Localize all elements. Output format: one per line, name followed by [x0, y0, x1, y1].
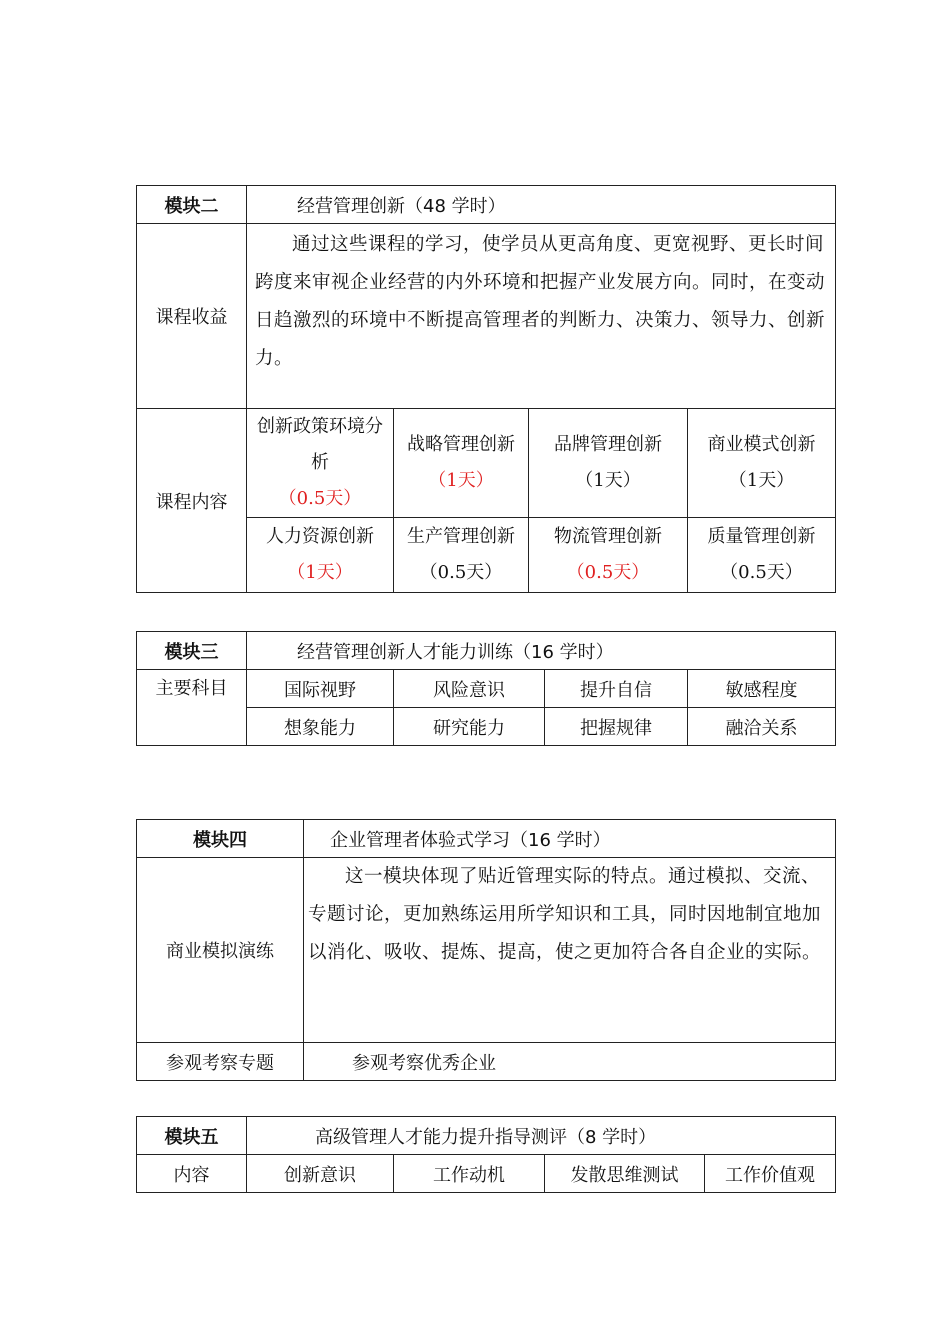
module3-table	[136, 631, 836, 746]
module3-title: 经营管理创新人才能力训练（16 学时）	[247, 632, 836, 670]
course-name: 战略管理创新	[407, 434, 515, 455]
course-cell	[688, 518, 836, 593]
item-cell: 工作价值观	[705, 1155, 836, 1193]
course-duration: （1天）	[428, 470, 494, 491]
module4-label: 模块四	[137, 820, 304, 858]
module2-title: 经营管理创新（48 学时）	[247, 186, 836, 224]
benefit-label: 课程收益	[137, 224, 247, 409]
subject-cell: 把握规律	[545, 708, 688, 746]
course-duration: （0.5天）	[419, 562, 503, 583]
item-cell: 创新意识	[247, 1155, 394, 1193]
course-duration: （0.5天）	[566, 562, 650, 583]
course-cell	[247, 518, 394, 593]
module3-label: 模块三	[137, 632, 247, 670]
visit-label: 参观考察专题	[137, 1043, 304, 1081]
course-name: 品牌管理创新	[554, 434, 662, 455]
course-cell	[529, 518, 688, 593]
subject-cell: 敏感程度	[688, 670, 836, 708]
subject-cell: 提升自信	[545, 670, 688, 708]
subject-cell: 研究能力	[394, 708, 545, 746]
module2-label: 模块二	[137, 186, 247, 224]
course-cell	[394, 518, 529, 593]
course-name: 商业模式创新	[707, 434, 816, 455]
course-duration: （0.5天）	[720, 562, 803, 583]
course-duration: （1天）	[575, 470, 641, 491]
item-cell: 工作动机	[394, 1155, 545, 1193]
benefit-text: 通过这些课程的学习，使学员从更高角度、更宽视野、更长时间跨度来审视企业经营的内外环境和把握产业发展方向。同时，在变动日趋激烈的环境中不断提高管理者的判断力、决策力、领导力、创新力。	[255, 234, 826, 369]
course-cell	[529, 409, 688, 518]
course-name: 物流管理创新	[554, 526, 662, 547]
course-name: 人力资源创新	[266, 526, 374, 547]
subjects-label: 主要科目	[137, 670, 247, 746]
module4-title: 企业管理者体验式学习（16 学时）	[304, 820, 836, 858]
course-duration: （1天）	[287, 562, 353, 583]
module5-title: 高级管理人才能力提升指导测评（8 学时）	[247, 1117, 836, 1155]
module5-table	[136, 1116, 836, 1193]
simulation-label: 商业模拟演练	[137, 858, 304, 1043]
course-cell	[688, 409, 836, 518]
item-cell: 发散思维测试	[545, 1155, 705, 1193]
course-cell	[247, 409, 394, 518]
module2-table	[136, 185, 836, 593]
subject-cell: 想象能力	[247, 708, 394, 746]
module4-table	[136, 819, 836, 1081]
module5-content-label: 内容	[137, 1155, 247, 1193]
course-duration: （1天）	[728, 470, 795, 491]
subject-cell: 国际视野	[247, 670, 394, 708]
visit-text: 参观考察优秀企业	[304, 1043, 836, 1081]
course-cell	[394, 409, 529, 518]
content-label: 课程内容	[137, 409, 247, 593]
subject-cell: 风险意识	[394, 670, 545, 708]
course-duration: （0.5天）	[278, 488, 362, 509]
course-name: 质量管理创新	[707, 526, 816, 547]
simulation-text: 这一模块体现了贴近管理实际的特点。通过模拟、交流、专题讨论，更加熟练运用所学知识和工具，同时因地制宜地加以消化、吸收、提炼、提高，使之更加符合各自企业的实际。	[308, 866, 822, 963]
course-name: 生产管理创新	[407, 526, 515, 547]
subject-cell: 融洽关系	[688, 708, 836, 746]
course-name: 创新政策环境分析	[257, 416, 383, 473]
module5-label: 模块五	[137, 1117, 247, 1155]
